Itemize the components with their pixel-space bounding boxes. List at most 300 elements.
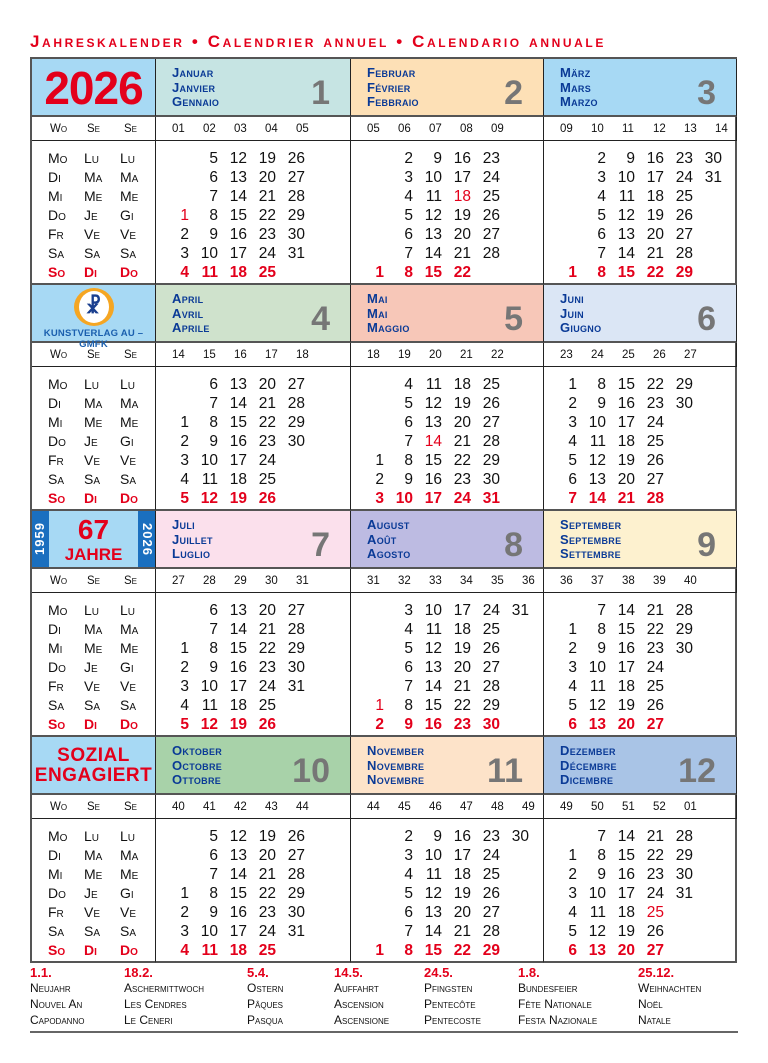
day-cell[interactable]: 29	[287, 414, 305, 431]
day-cell[interactable]: 22	[453, 697, 471, 714]
day-cell[interactable]: 17	[617, 885, 635, 902]
day-cell[interactable]: 14	[617, 602, 635, 619]
day-cell[interactable]: 28	[287, 188, 305, 205]
day-cell[interactable]: 25	[482, 376, 500, 393]
day-cell[interactable]: 18	[229, 264, 247, 281]
day-cell[interactable]: 18	[617, 433, 635, 450]
day-cell[interactable]: 30	[482, 471, 500, 488]
day-cell[interactable]: 22	[646, 847, 664, 864]
day-cell[interactable]: 25	[258, 264, 276, 281]
day-cell[interactable]: 7	[404, 923, 413, 940]
day-cell[interactable]: 3	[180, 245, 189, 262]
day-cell[interactable]: 21	[258, 395, 276, 412]
day-cell[interactable]: 16	[229, 904, 247, 921]
day-cell[interactable]: 12	[200, 490, 218, 507]
day-cell[interactable]: 21	[453, 678, 471, 695]
day-cell[interactable]: 27	[287, 602, 305, 619]
day-cell[interactable]: 17	[453, 847, 471, 864]
day-cell[interactable]: 7	[597, 828, 606, 845]
day-cell[interactable]: 5	[568, 452, 577, 469]
day-cell[interactable]: 4	[404, 866, 413, 883]
day-cell[interactable]: 8	[597, 376, 606, 393]
day-cell[interactable]: 12	[588, 923, 606, 940]
day-cell[interactable]: 30	[287, 226, 305, 243]
day-cell[interactable]: 6	[209, 376, 218, 393]
day-cell[interactable]: 26	[482, 640, 500, 657]
day-cell[interactable]: 26	[258, 490, 276, 507]
day-cell[interactable]: 31	[287, 245, 305, 262]
day-cell[interactable]: 5	[597, 207, 606, 224]
day-cell[interactable]: 1	[568, 847, 577, 864]
day-cell[interactable]: 25	[258, 697, 276, 714]
day-cell[interactable]: 13	[588, 471, 606, 488]
day-cell[interactable]: 18	[617, 678, 635, 695]
day-cell[interactable]: 10	[617, 169, 635, 186]
day-cell[interactable]: 6	[404, 659, 413, 676]
day-cell[interactable]: 29	[675, 621, 693, 638]
day-cell[interactable]: 26	[482, 395, 500, 412]
day-cell[interactable]: 24	[258, 678, 276, 695]
day-cell[interactable]: 22	[453, 942, 471, 959]
day-cell[interactable]: 13	[424, 904, 442, 921]
day-cell[interactable]: 9	[209, 904, 218, 921]
day-cell[interactable]: 14	[424, 923, 442, 940]
day-cell[interactable]: 3	[180, 923, 189, 940]
day-cell[interactable]: 10	[200, 923, 218, 940]
day-cell[interactable]: 19	[258, 150, 276, 167]
day-cell[interactable]: 29	[675, 376, 693, 393]
day-cell[interactable]: 17	[617, 414, 635, 431]
day-cell[interactable]: 13	[588, 716, 606, 733]
day-cell[interactable]: 20	[453, 414, 471, 431]
day-cell[interactable]: 28	[675, 245, 693, 262]
day-cell[interactable]: 4	[180, 697, 189, 714]
day-cell[interactable]: 13	[229, 169, 247, 186]
day-cell[interactable]: 19	[258, 828, 276, 845]
day-cell[interactable]: 27	[482, 226, 500, 243]
day-cell[interactable]: 11	[425, 621, 442, 638]
day-cell[interactable]: 11	[425, 866, 442, 883]
day-cell[interactable]: 29	[482, 697, 500, 714]
day-cell[interactable]: 14	[617, 245, 635, 262]
day-cell[interactable]: 26	[646, 697, 664, 714]
day-cell[interactable]: 15	[617, 621, 635, 638]
day-cell[interactable]: 5	[404, 207, 413, 224]
day-cell[interactable]: 1	[568, 376, 577, 393]
day-cell[interactable]: 13	[229, 376, 247, 393]
day-cell[interactable]: 21	[646, 245, 664, 262]
day-cell[interactable]: 17	[646, 169, 664, 186]
day-cell[interactable]: 12	[424, 885, 442, 902]
day-cell[interactable]: 4	[404, 376, 413, 393]
day-cell[interactable]: 3	[597, 169, 606, 186]
day-cell[interactable]: 21	[258, 866, 276, 883]
day-cell[interactable]: 1	[375, 452, 384, 469]
day-cell[interactable]: 9	[404, 471, 413, 488]
day-cell[interactable]: 22	[258, 414, 276, 431]
day-cell[interactable]: 4	[568, 904, 577, 921]
day-cell[interactable]: 9	[597, 640, 606, 657]
day-cell[interactable]: 22	[453, 452, 471, 469]
day-cell[interactable]: 17	[617, 659, 635, 676]
day-cell[interactable]: 30	[287, 433, 305, 450]
day-cell[interactable]: 5	[404, 640, 413, 657]
day-cell[interactable]: 12	[588, 452, 606, 469]
day-cell[interactable]: 30	[675, 640, 693, 657]
day-cell[interactable]: 28	[675, 602, 693, 619]
day-cell[interactable]: 22	[453, 264, 471, 281]
day-cell[interactable]: 16	[229, 226, 247, 243]
day-cell[interactable]: 27	[646, 942, 664, 959]
day-cell[interactable]: 17	[424, 490, 442, 507]
day-cell[interactable]: 23	[258, 904, 276, 921]
day-cell[interactable]: 15	[229, 640, 247, 657]
day-cell[interactable]: 9	[433, 828, 442, 845]
day-cell[interactable]: 24	[646, 414, 664, 431]
day-cell[interactable]: 20	[617, 716, 635, 733]
day-cell[interactable]: 5	[180, 716, 189, 733]
day-cell[interactable]: 1	[375, 264, 384, 281]
day-cell[interactable]: 15	[424, 697, 442, 714]
day-cell[interactable]: 13	[588, 942, 606, 959]
day-cell[interactable]: 11	[201, 264, 218, 281]
day-cell[interactable]: 30	[675, 395, 693, 412]
day-cell[interactable]: 8	[209, 640, 218, 657]
day-cell[interactable]: 29	[287, 885, 305, 902]
day-cell[interactable]: 14	[424, 433, 442, 450]
day-cell[interactable]: 19	[453, 395, 471, 412]
day-cell[interactable]: 12	[424, 640, 442, 657]
day-cell[interactable]: 3	[375, 490, 384, 507]
day-cell[interactable]: 6	[568, 716, 577, 733]
day-cell[interactable]: 27	[287, 376, 305, 393]
day-cell[interactable]: 22	[646, 621, 664, 638]
day-cell[interactable]: 20	[646, 226, 664, 243]
day-cell[interactable]: 22	[258, 885, 276, 902]
day-cell[interactable]: 19	[617, 452, 635, 469]
day-cell[interactable]: 12	[229, 828, 247, 845]
day-cell[interactable]: 3	[568, 659, 577, 676]
day-cell[interactable]: 19	[617, 697, 635, 714]
day-cell[interactable]: 1	[375, 697, 384, 714]
day-cell[interactable]: 2	[180, 226, 189, 243]
day-cell[interactable]: 26	[646, 923, 664, 940]
day-cell[interactable]: 23	[482, 828, 500, 845]
day-cell[interactable]: 30	[511, 828, 529, 845]
day-cell[interactable]: 18	[453, 376, 471, 393]
day-cell[interactable]: 19	[453, 640, 471, 657]
day-cell[interactable]: 16	[617, 395, 635, 412]
day-cell[interactable]: 8	[597, 621, 606, 638]
day-cell[interactable]: 16	[229, 433, 247, 450]
day-cell[interactable]: 18	[229, 697, 247, 714]
day-cell[interactable]: 27	[646, 471, 664, 488]
day-cell[interactable]: 29	[675, 847, 693, 864]
day-cell[interactable]: 10	[395, 490, 413, 507]
day-cell[interactable]: 7	[209, 621, 218, 638]
day-cell[interactable]: 13	[617, 226, 635, 243]
day-cell[interactable]: 15	[229, 414, 247, 431]
day-cell[interactable]: 4	[180, 471, 189, 488]
day-cell[interactable]: 13	[229, 602, 247, 619]
day-cell[interactable]: 29	[675, 264, 693, 281]
day-cell[interactable]: 1	[180, 414, 189, 431]
day-cell[interactable]: 4	[597, 188, 606, 205]
day-cell[interactable]: 20	[453, 226, 471, 243]
day-cell[interactable]: 25	[258, 471, 276, 488]
day-cell[interactable]: 23	[453, 471, 471, 488]
day-cell[interactable]: 25	[482, 188, 500, 205]
day-cell[interactable]: 21	[453, 923, 471, 940]
day-cell[interactable]: 8	[209, 885, 218, 902]
day-cell[interactable]: 26	[287, 150, 305, 167]
day-cell[interactable]: 14	[229, 866, 247, 883]
day-cell[interactable]: 8	[209, 207, 218, 224]
day-cell[interactable]: 7	[568, 490, 577, 507]
day-cell[interactable]: 2	[375, 716, 384, 733]
day-cell[interactable]: 9	[626, 150, 635, 167]
day-cell[interactable]: 24	[482, 602, 500, 619]
day-cell[interactable]: 21	[617, 490, 635, 507]
day-cell[interactable]: 14	[229, 395, 247, 412]
day-cell[interactable]: 5	[209, 150, 218, 167]
day-cell[interactable]: 3	[568, 414, 577, 431]
day-cell[interactable]: 26	[675, 207, 693, 224]
day-cell[interactable]: 8	[597, 264, 606, 281]
day-cell[interactable]: 13	[229, 847, 247, 864]
day-cell[interactable]: 21	[258, 621, 276, 638]
day-cell[interactable]: 20	[453, 904, 471, 921]
day-cell[interactable]: 11	[589, 433, 606, 450]
day-cell[interactable]: 26	[287, 828, 305, 845]
day-cell[interactable]: 28	[482, 678, 500, 695]
day-cell[interactable]: 31	[287, 678, 305, 695]
day-cell[interactable]: 4	[568, 433, 577, 450]
day-cell[interactable]: 16	[453, 150, 471, 167]
day-cell[interactable]: 15	[617, 376, 635, 393]
day-cell[interactable]: 27	[482, 904, 500, 921]
day-cell[interactable]: 1	[180, 207, 189, 224]
day-cell[interactable]: 19	[617, 923, 635, 940]
day-cell[interactable]: 25	[258, 942, 276, 959]
day-cell[interactable]: 8	[209, 414, 218, 431]
day-cell[interactable]: 27	[646, 716, 664, 733]
day-cell[interactable]: 28	[646, 490, 664, 507]
day-cell[interactable]: 8	[404, 452, 413, 469]
day-cell[interactable]: 14	[424, 678, 442, 695]
day-cell[interactable]: 2	[568, 866, 577, 883]
day-cell[interactable]: 5	[404, 395, 413, 412]
day-cell[interactable]: 25	[482, 621, 500, 638]
day-cell[interactable]: 15	[617, 264, 635, 281]
day-cell[interactable]: 6	[404, 904, 413, 921]
day-cell[interactable]: 22	[646, 264, 664, 281]
day-cell[interactable]: 4	[568, 678, 577, 695]
day-cell[interactable]: 28	[287, 866, 305, 883]
day-cell[interactable]: 31	[287, 923, 305, 940]
day-cell[interactable]: 15	[424, 264, 442, 281]
day-cell[interactable]: 6	[597, 226, 606, 243]
day-cell[interactable]: 24	[453, 490, 471, 507]
day-cell[interactable]: 19	[453, 885, 471, 902]
day-cell[interactable]: 7	[597, 245, 606, 262]
day-cell[interactable]: 4	[404, 621, 413, 638]
day-cell[interactable]: 5	[404, 885, 413, 902]
day-cell[interactable]: 11	[201, 471, 218, 488]
day-cell[interactable]: 28	[287, 621, 305, 638]
day-cell[interactable]: 27	[482, 659, 500, 676]
day-cell[interactable]: 3	[568, 885, 577, 902]
day-cell[interactable]: 12	[424, 395, 442, 412]
day-cell[interactable]: 20	[453, 659, 471, 676]
day-cell[interactable]: 29	[287, 207, 305, 224]
day-cell[interactable]: 18	[646, 188, 664, 205]
day-cell[interactable]: 20	[258, 376, 276, 393]
day-cell[interactable]: 11	[425, 376, 442, 393]
day-cell[interactable]: 11	[618, 188, 635, 205]
day-cell[interactable]: 2	[404, 828, 413, 845]
day-cell[interactable]: 2	[568, 395, 577, 412]
day-cell[interactable]: 28	[482, 245, 500, 262]
day-cell[interactable]: 25	[646, 904, 664, 921]
day-cell[interactable]: 17	[229, 923, 247, 940]
day-cell[interactable]: 16	[646, 150, 664, 167]
day-cell[interactable]: 23	[646, 640, 664, 657]
day-cell[interactable]: 6	[209, 602, 218, 619]
day-cell[interactable]: 2	[375, 471, 384, 488]
day-cell[interactable]: 2	[597, 150, 606, 167]
day-cell[interactable]: 28	[287, 395, 305, 412]
day-cell[interactable]: 7	[209, 866, 218, 883]
day-cell[interactable]: 6	[568, 471, 577, 488]
day-cell[interactable]: 19	[229, 490, 247, 507]
day-cell[interactable]: 4	[180, 264, 189, 281]
day-cell[interactable]: 14	[229, 621, 247, 638]
day-cell[interactable]: 2	[404, 150, 413, 167]
day-cell[interactable]: 11	[589, 904, 606, 921]
day-cell[interactable]: 14	[229, 188, 247, 205]
day-cell[interactable]: 23	[258, 433, 276, 450]
day-cell[interactable]: 5	[209, 828, 218, 845]
day-cell[interactable]: 9	[209, 226, 218, 243]
day-cell[interactable]: 4	[180, 942, 189, 959]
day-cell[interactable]: 24	[258, 923, 276, 940]
day-cell[interactable]: 1	[568, 621, 577, 638]
day-cell[interactable]: 24	[646, 659, 664, 676]
day-cell[interactable]: 22	[646, 376, 664, 393]
day-cell[interactable]: 23	[646, 866, 664, 883]
day-cell[interactable]: 6	[209, 169, 218, 186]
day-cell[interactable]: 5	[568, 697, 577, 714]
day-cell[interactable]: 28	[482, 923, 500, 940]
day-cell[interactable]: 25	[646, 433, 664, 450]
day-cell[interactable]: 1	[180, 640, 189, 657]
day-cell[interactable]: 16	[453, 828, 471, 845]
day-cell[interactable]: 10	[200, 678, 218, 695]
day-cell[interactable]: 22	[258, 207, 276, 224]
day-cell[interactable]: 3	[404, 602, 413, 619]
day-cell[interactable]: 18	[229, 942, 247, 959]
day-cell[interactable]: 24	[258, 452, 276, 469]
day-cell[interactable]: 21	[453, 433, 471, 450]
day-cell[interactable]: 25	[675, 188, 693, 205]
day-cell[interactable]: 7	[404, 433, 413, 450]
day-cell[interactable]: 23	[675, 150, 693, 167]
day-cell[interactable]: 7	[404, 678, 413, 695]
day-cell[interactable]: 28	[675, 828, 693, 845]
day-cell[interactable]: 13	[424, 659, 442, 676]
day-cell[interactable]: 10	[200, 452, 218, 469]
day-cell[interactable]: 30	[482, 716, 500, 733]
day-cell[interactable]: 23	[258, 659, 276, 676]
day-cell[interactable]: 15	[424, 452, 442, 469]
day-cell[interactable]: 15	[424, 942, 442, 959]
day-cell[interactable]: 16	[424, 716, 442, 733]
day-cell[interactable]: 26	[646, 452, 664, 469]
day-cell[interactable]: 31	[704, 169, 722, 186]
day-cell[interactable]: 16	[424, 471, 442, 488]
day-cell[interactable]: 7	[404, 245, 413, 262]
day-cell[interactable]: 11	[425, 188, 442, 205]
day-cell[interactable]: 10	[588, 659, 606, 676]
day-cell[interactable]: 21	[646, 828, 664, 845]
day-cell[interactable]: 10	[588, 414, 606, 431]
day-cell[interactable]: 9	[433, 150, 442, 167]
day-cell[interactable]: 16	[617, 640, 635, 657]
day-cell[interactable]: 13	[424, 226, 442, 243]
day-cell[interactable]: 20	[258, 602, 276, 619]
day-cell[interactable]: 12	[200, 716, 218, 733]
day-cell[interactable]: 17	[229, 452, 247, 469]
day-cell[interactable]: 23	[453, 716, 471, 733]
day-cell[interactable]: 4	[404, 188, 413, 205]
day-cell[interactable]: 24	[482, 847, 500, 864]
day-cell[interactable]: 11	[201, 942, 218, 959]
day-cell[interactable]: 24	[646, 885, 664, 902]
day-cell[interactable]: 30	[287, 659, 305, 676]
day-cell[interactable]: 24	[482, 169, 500, 186]
day-cell[interactable]: 18	[229, 471, 247, 488]
day-cell[interactable]: 24	[258, 245, 276, 262]
day-cell[interactable]: 18	[453, 866, 471, 883]
day-cell[interactable]: 3	[404, 847, 413, 864]
day-cell[interactable]: 11	[201, 697, 218, 714]
day-cell[interactable]: 10	[424, 847, 442, 864]
day-cell[interactable]: 27	[675, 226, 693, 243]
day-cell[interactable]: 6	[568, 942, 577, 959]
day-cell[interactable]: 10	[588, 885, 606, 902]
day-cell[interactable]: 9	[404, 716, 413, 733]
day-cell[interactable]: 3	[180, 678, 189, 695]
day-cell[interactable]: 12	[424, 207, 442, 224]
day-cell[interactable]: 29	[482, 452, 500, 469]
day-cell[interactable]: 13	[424, 414, 442, 431]
day-cell[interactable]: 21	[258, 188, 276, 205]
day-cell[interactable]: 20	[617, 471, 635, 488]
day-cell[interactable]: 2	[568, 640, 577, 657]
day-cell[interactable]: 7	[597, 602, 606, 619]
day-cell[interactable]: 27	[287, 847, 305, 864]
day-cell[interactable]: 25	[646, 678, 664, 695]
day-cell[interactable]: 15	[617, 847, 635, 864]
day-cell[interactable]: 8	[404, 264, 413, 281]
day-cell[interactable]: 14	[588, 490, 606, 507]
day-cell[interactable]: 12	[229, 150, 247, 167]
day-cell[interactable]: 31	[511, 602, 529, 619]
day-cell[interactable]: 1	[568, 264, 577, 281]
day-cell[interactable]: 18	[453, 621, 471, 638]
day-cell[interactable]: 1	[180, 885, 189, 902]
